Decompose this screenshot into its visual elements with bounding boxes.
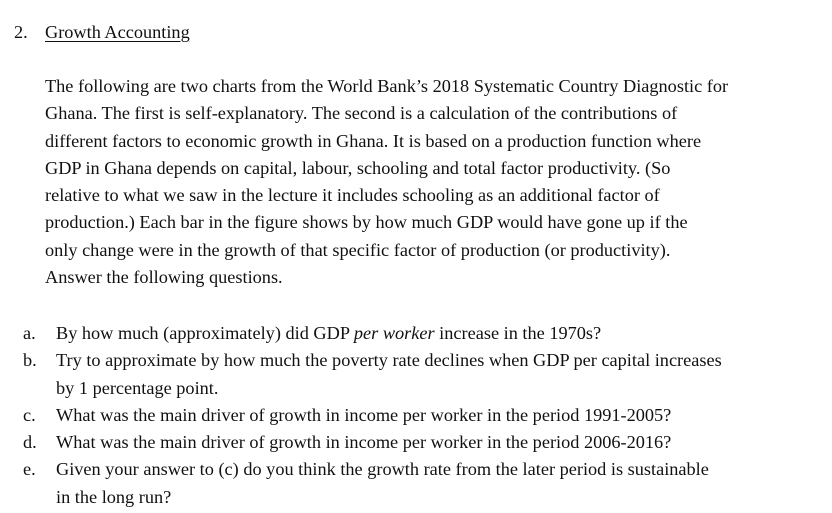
question-text <box>56 456 832 511</box>
question-text <box>56 429 832 456</box>
question-line: by 1 percentage point. <box>56 377 219 398</box>
question-emphasis: per worker <box>353 323 435 343</box>
question-line: Given your answer to (c) do you think the growth rate from the later period is sustainable <box>56 459 709 480</box>
intro-line: Answer the following questions. <box>45 267 283 288</box>
question-letter: b. <box>23 350 37 371</box>
section-number: 2. <box>14 22 28 42</box>
question-text-after: increase in the 1970s? <box>434 323 602 343</box>
question-line: Try to approximate by how much the poverty rate declines when GDP per capital increases <box>56 350 722 371</box>
question-letter: e. <box>23 459 36 480</box>
question-line <box>56 320 832 347</box>
question-text <box>56 347 832 402</box>
intro-line: only change were in the growth of that specific factor of production (or productivity). <box>45 239 671 260</box>
question-a <box>0 320 832 347</box>
intro-line: GDP in Ghana depends on capital, labour, schooling and total factor productivity. (So <box>45 157 671 178</box>
question-letter: c. <box>23 404 36 425</box>
question-list <box>0 320 832 511</box>
question-text <box>56 402 832 429</box>
section-heading <box>14 18 190 46</box>
intro-line: The following are two charts from the World Bank’s 2018 Systematic Country Diagnostic for <box>45 76 729 96</box>
question-b <box>0 347 832 402</box>
intro-line: relative to what we saw in the lecture it includes schooling as an additional factor of <box>45 185 660 206</box>
question-text-before: By how much (approximately) did GDP <box>56 323 354 343</box>
question-letter: a. <box>23 323 36 343</box>
question-e <box>0 456 832 511</box>
intro-line: Ghana. The first is self-explanatory. The second is a calculation of the contributions of <box>45 103 678 124</box>
question-letter: d. <box>23 432 37 453</box>
question-line: What was the main driver of growth in income per worker in the period 2006-2016? <box>56 432 672 453</box>
intro-line: different factors to economic growth in Ghana. It is based on a production function where <box>45 130 702 151</box>
intro-paragraph <box>45 73 832 291</box>
question-c <box>0 402 832 429</box>
question-text <box>56 320 832 347</box>
question-line: in the long run? <box>56 486 172 507</box>
question-line: What was the main driver of growth in income per worker in the period 1991-2005? <box>56 404 672 425</box>
section-title: Growth Accounting <box>45 22 190 42</box>
question-d <box>0 429 832 456</box>
intro-line: production.) Each bar in the figure shows by how much GDP would have gone up if the <box>45 212 688 233</box>
